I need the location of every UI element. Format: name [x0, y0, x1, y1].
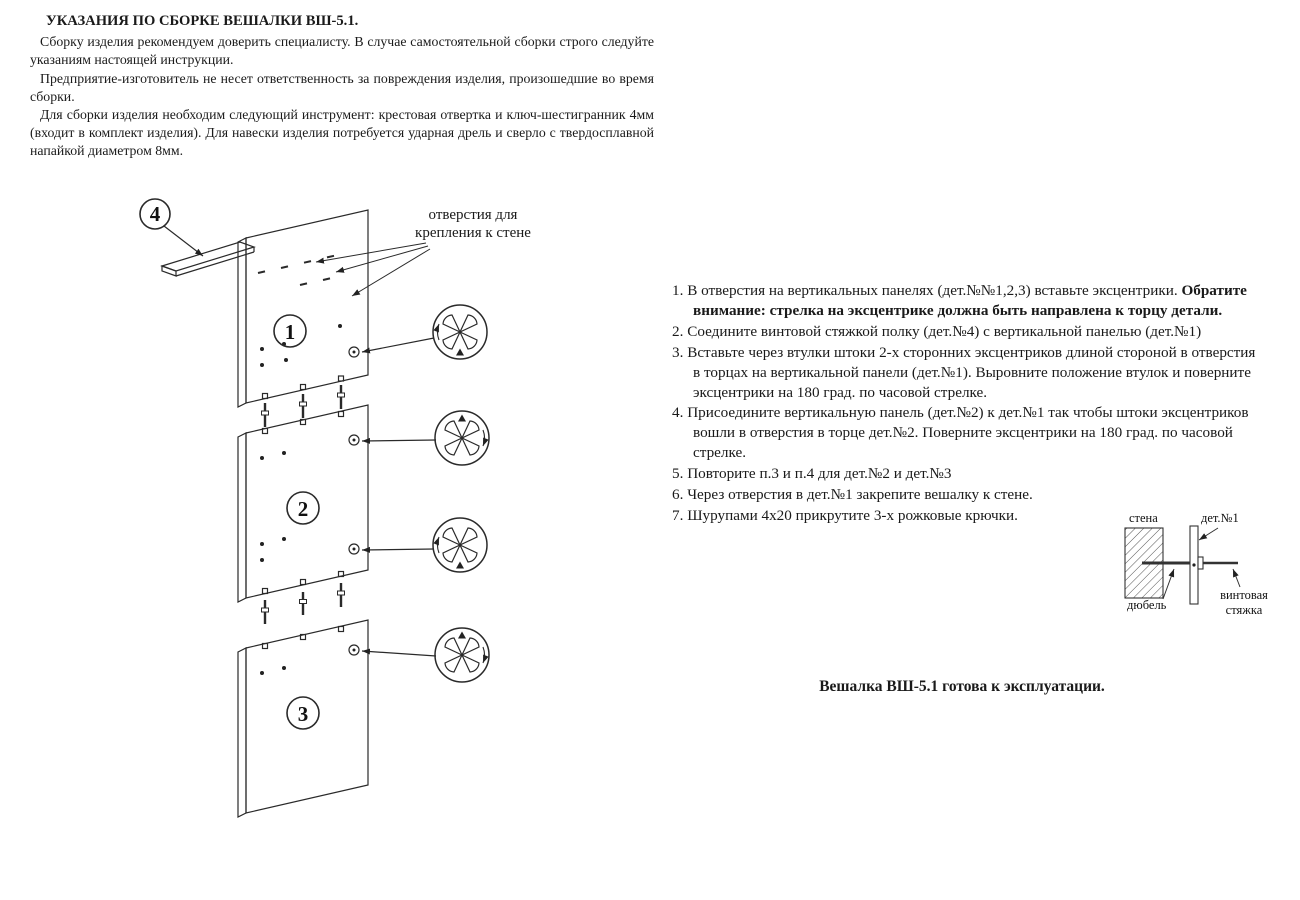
part-2-number: 2 [297, 497, 309, 521]
callout-leaders [316, 243, 430, 296]
step-3: 3. Вставьте через втулки штоки 2-х сторонних эксцентриков длиной стороной в отверстия в торцах на вертикальной панели (дет.№1). Выровните положение втулок и поверните эксцентрики на 180 град. по часовой стрелке. [672, 343, 1256, 401]
shelf-part-4 [162, 242, 254, 276]
part-1-number: 1 [284, 320, 296, 344]
wall-label: стена [1129, 511, 1158, 525]
intro-paragraph-1: Сборку изделия рекомендуем доверить специалисту. В случае самостоятельной сборки строго следуйте указаниям настоящей инструкции. [30, 34, 654, 68]
intro-paragraph-3: Для сборки изделия необходим следующий инструмент: крестовая отвертка и ключ-шестигранник 4мм (входит в комплект изделия). Для навески изделия потребуется ударная дрель и сверло с твердосплавной напайкой диаметром 8мм. [30, 107, 654, 159]
step-6: 6. Через отверстия в дет.№1 закрепите вешалку к стене. [672, 486, 1033, 504]
dowel-pins-gap-2 [262, 583, 345, 624]
step-4: 4. Присоедините вертикальную панель (дет.№2) к дет.№1 так чтобы штоки эксцентриков вошли в отверстия в торце дет.№2. Поверните эксцентрики на 180 град. по часовой стрелке. [672, 404, 1249, 462]
tie-head [1198, 557, 1203, 569]
wall-holes-callout: отверстия для крепления к стене [415, 207, 531, 242]
eccentric-detail-2 [435, 411, 489, 465]
wall-part-label: дет.№1 [1201, 511, 1239, 525]
ready-statement: Вешалка ВШ-5.1 готова к эксплуатации. [819, 678, 1105, 695]
eccentric-detail-3 [433, 518, 487, 572]
step-5: 5. Повторите п.3 и п.4 для дет.№2 и дет.№3 [672, 465, 952, 483]
step-7: 7. Шурупами 4х20 прикрутите 3-х рожковые крючки. [672, 506, 1018, 524]
part-4-number: 4 [149, 202, 161, 226]
screw-tie-label: винтовая стяжка [1220, 588, 1268, 617]
assembly-diagram [130, 190, 560, 880]
step-2: 2. Соедините винтовой стяжкой полку (дет.№4) с вертикальной панелью (дет.№1) [672, 322, 1202, 340]
dowel-pins-gap-1 [262, 385, 345, 427]
part-3-number: 3 [297, 702, 309, 726]
eccentric-detail-4 [435, 628, 489, 682]
eccentric-detail-1 [433, 305, 487, 359]
dowel-label: дюбель [1127, 598, 1167, 612]
page-title: УКАЗАНИЯ ПО СБОРКЕ ВЕШАЛКИ ВШ-5.1. [46, 13, 359, 29]
step-1: 1. В отверстия на вертикальных панелях (дет.№№1,2,3) вставьте эксцентрики. Обратите внимание: стрелка на эксцентрике должна быть направлена к торцу детали. [672, 282, 1247, 319]
panel-1 [238, 210, 368, 407]
intro-text-block [30, 12, 654, 161]
assembly-steps-list [672, 281, 1260, 527]
intro-paragraph-2: Предприятие-изготовитель не несет ответственность за повреждения изделия, произошедшие во время сборки. [30, 70, 654, 104]
